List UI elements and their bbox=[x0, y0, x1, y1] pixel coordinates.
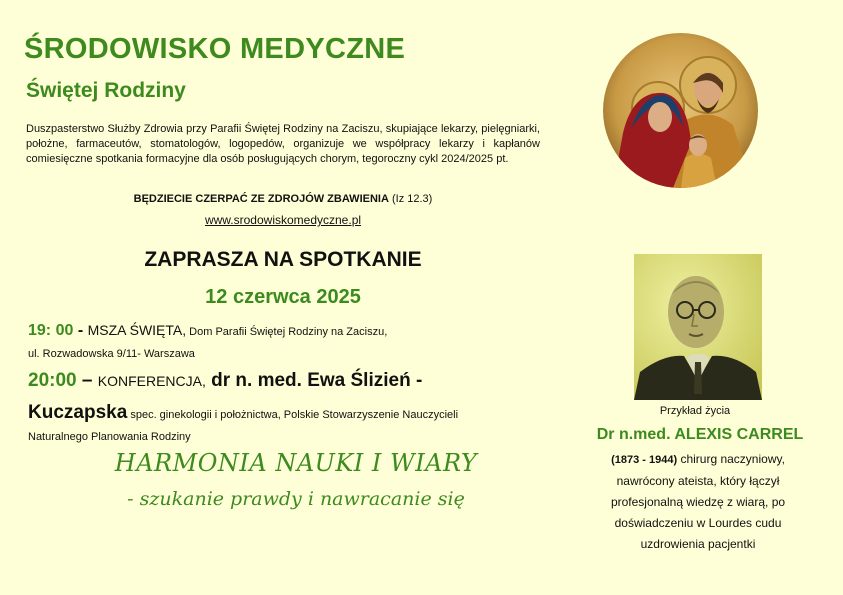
motto-reference: (Iz 12.3) bbox=[391, 193, 433, 205]
conference-dash: – bbox=[76, 370, 98, 391]
speaker-name-part2: Kuczapska bbox=[28, 402, 128, 423]
holy-family-icon bbox=[603, 33, 758, 188]
person-bio bbox=[580, 449, 816, 555]
mass-label: MSZA ŚWIĘTA, bbox=[87, 322, 187, 338]
mass-time: 19: 00 bbox=[28, 322, 74, 339]
mass-place: Dom Parafii Świętej Rodziny na Zaciszu, bbox=[186, 326, 388, 338]
speaker-line bbox=[28, 402, 458, 424]
speaker-role: spec. ginekologii i położnictwa, Polskie Stowarzyszenie Nauczycieli bbox=[127, 409, 459, 421]
bio-line-5: uzdrowienia pacjentki bbox=[640, 537, 756, 551]
person-name: Dr n.med. ALEXIS CARREL bbox=[596, 426, 804, 443]
motto-text: BĘDZIECIE CZERPAĆ ZE ZDROJÓW ZBAWIENIA bbox=[133, 193, 389, 205]
mass-address: ul. Rozwadowska 9/11- Warszawa bbox=[28, 348, 195, 360]
page-title: ŚRODOWISKO MEDYCZNE bbox=[24, 33, 406, 65]
theme-subtitle: - szukanie prawdy i nawracanie się bbox=[127, 488, 465, 510]
page-subtitle: Świętej Rodziny bbox=[26, 79, 186, 102]
mass-line bbox=[28, 322, 387, 340]
theme-title: HARMONIA NAUKI I WIARY bbox=[114, 449, 478, 477]
motto-line bbox=[26, 193, 540, 205]
speaker-name-part1: dr n. med. Ewa Ślizień - bbox=[205, 370, 423, 391]
person-years: (1873 - 1944) bbox=[611, 454, 678, 466]
alexis-carrel-portrait bbox=[634, 254, 762, 400]
mass-dash: - bbox=[73, 322, 88, 339]
bio-line-1: chirurg naczyniowy, bbox=[677, 452, 785, 466]
bio-line-4: doświadczeniu w Lourdes cudu bbox=[614, 516, 782, 530]
portrait-photo bbox=[634, 254, 762, 400]
invite-heading: ZAPRASZA NA SPOTKANIE bbox=[144, 248, 422, 271]
speaker-role-cont: Naturalnego Planowania Rodziny bbox=[28, 431, 191, 443]
event-date: 12 czerwca 2025 bbox=[205, 286, 361, 308]
holy-family-icon-image bbox=[603, 33, 758, 188]
conference-line bbox=[28, 370, 422, 392]
intro-paragraph: Duszpasterstwo Służby Zdrowia przy Parafii Świętej Rodziny na Zaciszu, skupiające lekarzy, pielęgniarki, położne, farmaceutów, stomatologów, logopedów, organizuje we współpracy lekarzy i kapłanów comiesięczne spotkania formacyjne dla osób posługujących chorym, tegoroczny cykl 2024/2025 pt. bbox=[26, 123, 540, 166]
website-link[interactable]: www.srodowiskomedyczne.pl bbox=[204, 213, 362, 227]
portrait-caption: Przykład życia bbox=[659, 405, 731, 417]
bio-line-3: profesjonalną wiedzę z wiarą, po bbox=[610, 495, 786, 509]
conference-time: 20:00 bbox=[28, 370, 77, 391]
bio-line-2: nawrócony ateista, który łączył bbox=[616, 474, 780, 488]
conference-label: KONFERENCJA, bbox=[97, 373, 206, 389]
